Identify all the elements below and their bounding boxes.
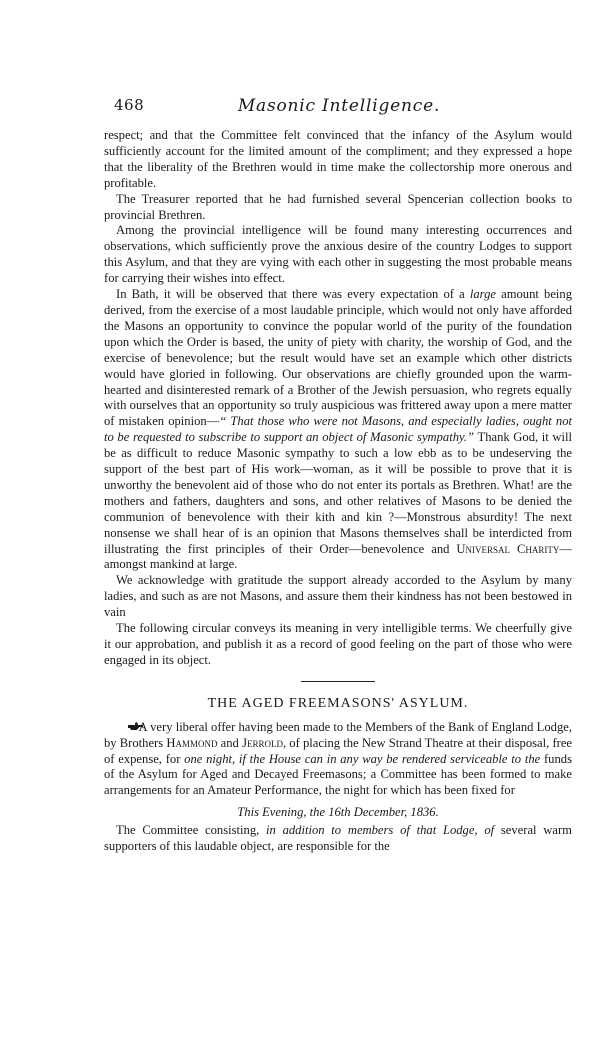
final-text-2: several warm supporters of this laudable object, are responsible for the <box>104 823 572 854</box>
paragraph-committee: respect; and that the Committee felt convinced that the infancy of the Asylum would sufficiently account for the limited amount of the compliment; and they expressed a hope that the liberality of the Brethren would in time make the collectorship more onerous and profitable. <box>104 128 572 190</box>
bath-text-4: —amongst mankind at large. <box>104 541 572 572</box>
universal-charity: Universal Charity <box>456 541 560 556</box>
bath-emphasis-large: large <box>469 287 496 302</box>
circular-text-2: , of placing the New Strand Theatre at their disposal, free of expense, for <box>104 735 573 766</box>
final-italic: in addition to members of that Lodge, of <box>266 823 495 838</box>
bath-quote: “ That those who were not Masons, and especially ladies, ought not to be requested to subscribe to support an object of Masonic sympathy.” <box>104 414 572 445</box>
paragraph-treasurer: The Treasurer reported that he had furnished several Spencerian collection books to provincial Brethren. <box>104 191 572 222</box>
paragraph-acknowledge: We acknowledge with gratitude the support already accorded to the Asylum by many ladies, and such as are not Masons, and assure them their kindness has not been bestowed in vain <box>104 573 572 620</box>
circular-one-night: one night, if the House can in any way be rendered serviceable to the <box>184 751 541 766</box>
paragraph-final <box>104 823 572 855</box>
brother-jerrold: Jerrold <box>242 735 283 750</box>
bath-text-2: amount being derived, from the exercise of a most laudable principle, which would not only have afforded the Masons an opportunity to convince the popular world of the purity of the foundation upon which the Order is based, the unity of piety with charity, the worship of God, and the exercise of benevolence; but the result would have set an example which other districts would have gloried in following. Our observations are chiefly grounded upon the warm-hearted and disinterested remark of a Brother of the Jewish persuasion, who regrets equally with ourselves that an opportunity so truly auspicious was frittered away upon a mere matter of mistaken opinion— <box>104 287 572 429</box>
paragraph-bath <box>104 287 572 573</box>
running-head: Masonic Intelligence. <box>237 96 441 116</box>
article-body <box>104 128 572 855</box>
brother-hammond: Hammond <box>166 735 218 750</box>
page-number: 468 <box>114 96 145 114</box>
performance-date: This Evening, the 16th December, 1836. <box>237 805 439 820</box>
section-title: THE AGED FREEMASONS' ASYLUM. <box>207 695 469 711</box>
circular-text-1: A very liberal offer having been made to the Members of the Bank of England Lodge, by Brothers <box>104 719 572 750</box>
page-header <box>104 96 574 120</box>
section-divider <box>301 681 375 682</box>
final-text-1: The Committee consisting, <box>116 823 260 838</box>
circular-text-3: funds of the Asylum for Aged and Decayed Freemasons; a Committee has been formed to make arrangements for an Amateur Performance, the night for which has been fixed for <box>104 751 572 798</box>
circular-and: and <box>220 735 239 750</box>
bath-text-1: In Bath, it will be observed that there was every expectation of a <box>116 287 465 302</box>
paragraph-circular-intro: The following circular conveys its meaning in very intelligible terms. We cheerfully give it our approbation, and publish it as a record of good feeling on the part of those who were engaged in its object. <box>104 621 572 667</box>
bath-text-3: Thank God, it will be as difficult to reduce Masonic sympathy to such a low ebb as to be undeserving the support of the best part of His work—woman, as it will be possible to prove that it is unworthy the benevolent aid of those who do not enter its portals as Brethren. What! are the mothers and fathers, daughters and sons, and other relatives of Masons to be denied the communion of benevolence with their kith and kin ?—Monstrous absurdity! The next nonsense we shall hear of is an opinion that Masons themselves shall be interdicted from illustrating the first principles of their Order—benevolence and <box>104 430 573 556</box>
pointing-hand-icon <box>116 721 132 732</box>
paragraph-circular <box>104 720 572 800</box>
paragraph-provincial: Among the provincial intelligence will be found many interesting occurrences and observations, which sufficiently prove the anxious desire of the country Lodges to support this Asylum, and that they are vying with each other in suggesting the most probable means for carrying their wishes into effect. <box>104 223 572 286</box>
